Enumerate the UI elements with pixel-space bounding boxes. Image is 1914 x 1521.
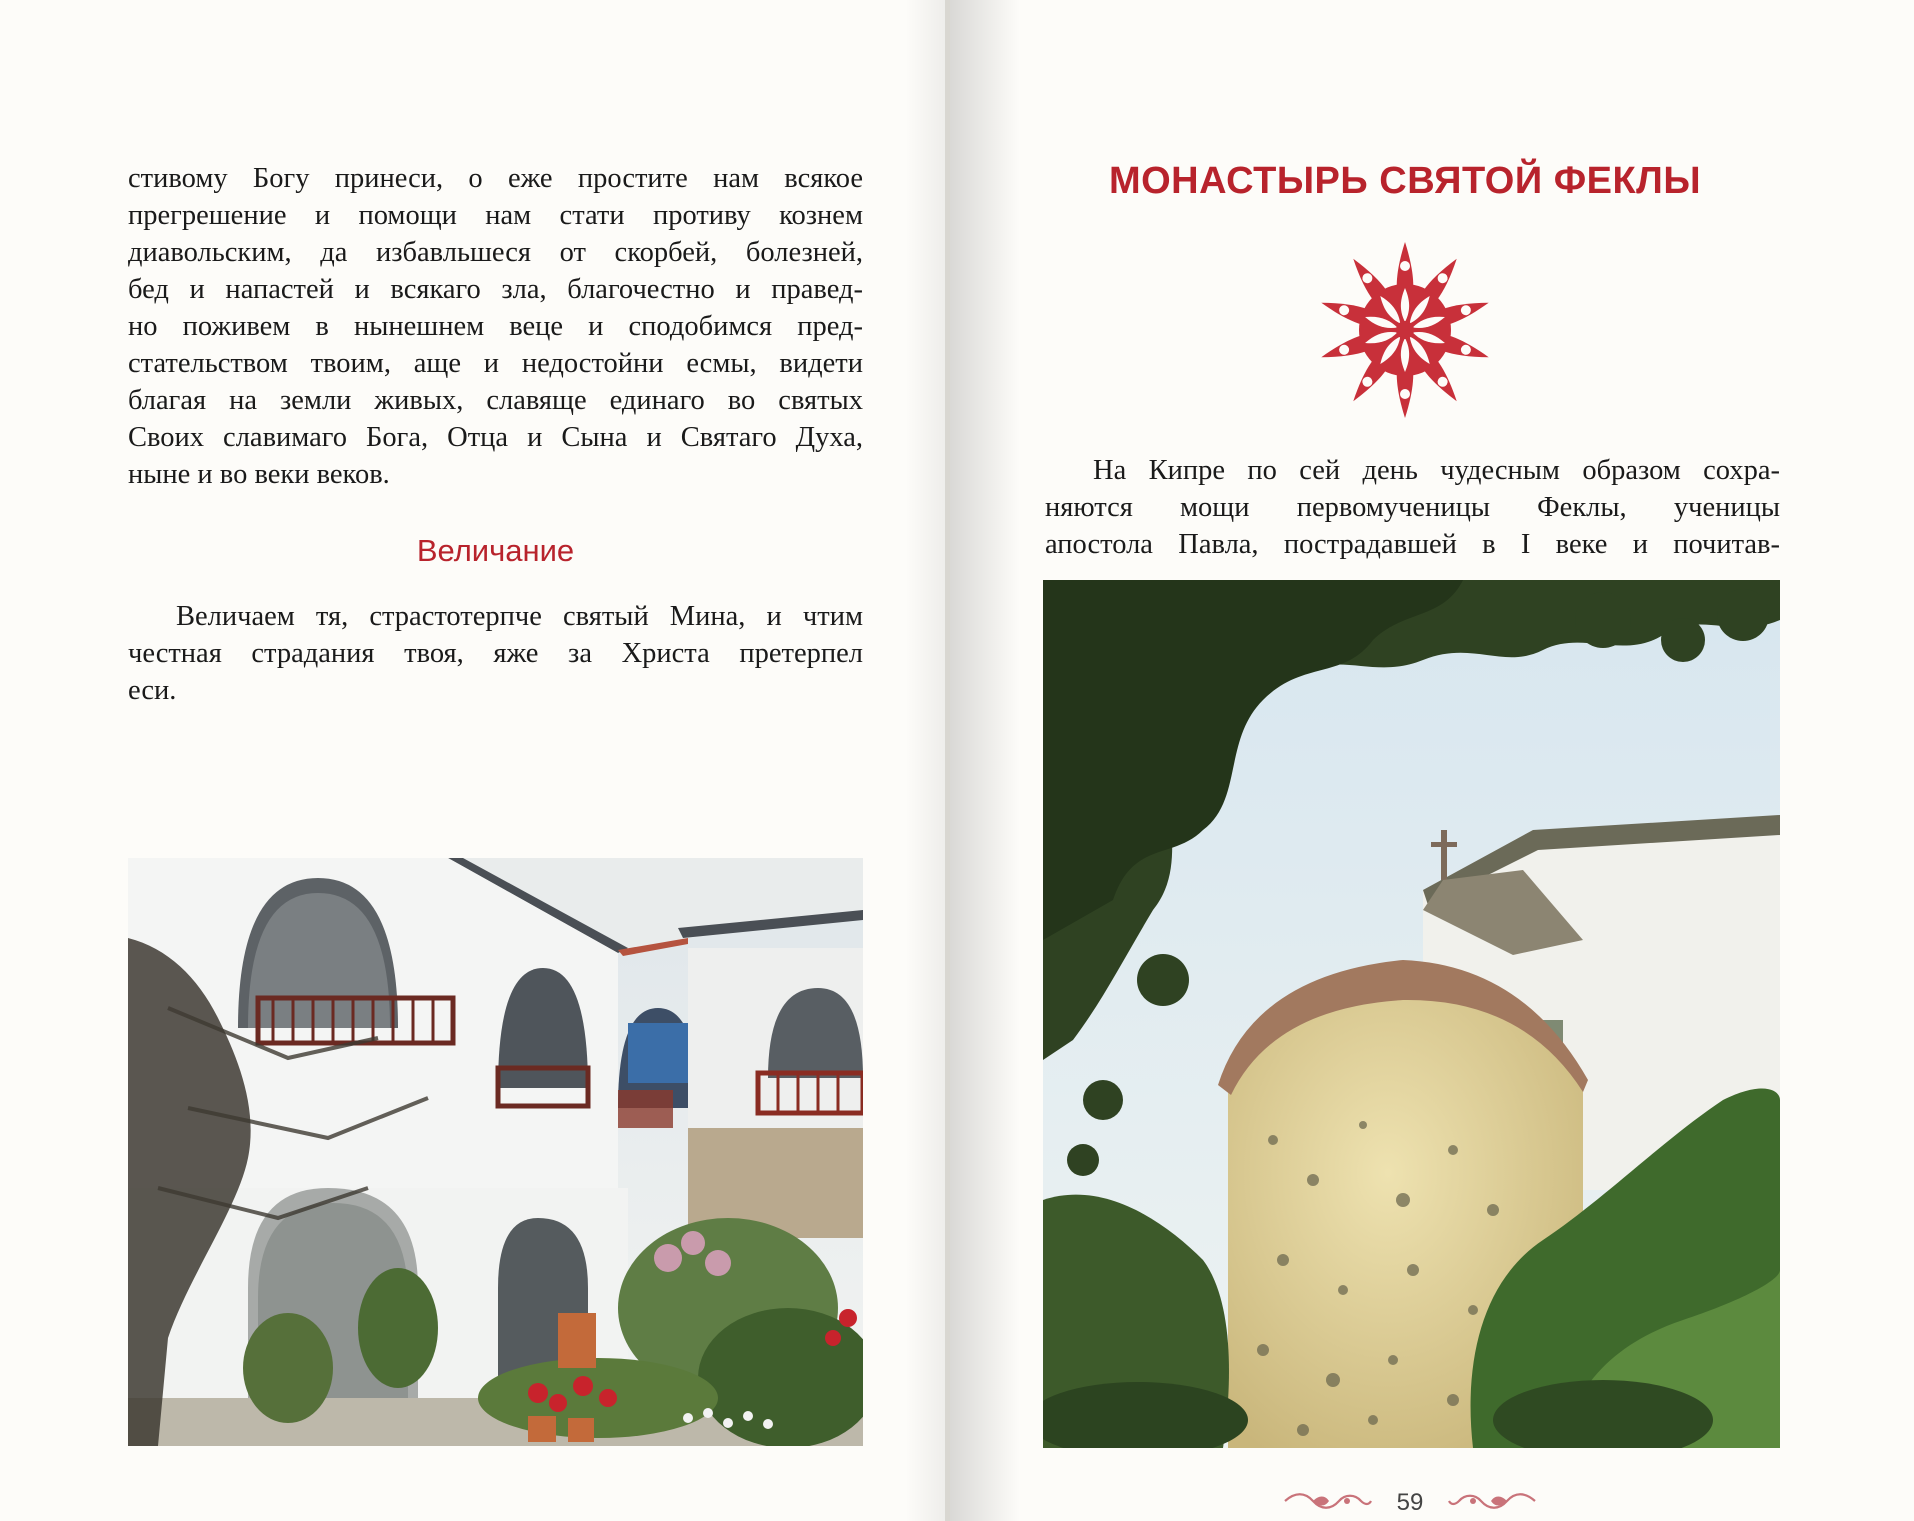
scroll-flourish-icon	[1447, 1490, 1537, 1517]
section-heading: Величание	[416, 533, 575, 568]
left-page	[0, 0, 945, 1521]
prayer-line: благая на земли живых, славяще единаго во святых	[128, 385, 863, 416]
intro-paragraph	[1045, 452, 1780, 563]
magnification-paragraph	[128, 598, 863, 709]
intro-line: На Кипре по сей день чудесным образом сохра-	[1093, 455, 1780, 486]
prayer-line: Своих славимаго Бога, Отца и Сына и Святаго Духа,	[128, 422, 863, 453]
prayer-line: прегрешение и помощи нам стати противу кознем	[128, 200, 863, 231]
chapter-title: МОНАСТЫРЬ СВЯТОЙ ФЕКЛЫ	[1108, 160, 1702, 202]
st-thekla-chapel-photo	[1043, 580, 1780, 1448]
gutter-shadow-left	[905, 0, 945, 1521]
gutter-shadow-right	[950, 0, 1020, 1521]
prayer-line: стательством твоим, аще и недостойни есмы, видети	[128, 348, 863, 379]
red-star-rosette-icon	[1315, 240, 1495, 420]
page-number: 59	[1396, 1489, 1424, 1516]
prayer-paragraph	[128, 160, 863, 493]
prayer-line: но поживем в нынешнем веце и сподобимся пред-	[128, 311, 863, 342]
prayer-line: ныне и во веки веков.	[128, 459, 390, 490]
intro-line: апостола Павла, пострадавшей в I веке и почитав-	[1045, 529, 1780, 560]
prayer-line: диавольским, да избавльшеся от скорбей, болезней,	[128, 237, 863, 268]
magnification-line: Величаем тя, страстотерпче святый Мина, и чтим	[176, 601, 863, 632]
intro-line: няются мощи первомученицы Феклы, ученицы	[1045, 492, 1780, 523]
scroll-flourish-icon	[1283, 1490, 1373, 1517]
monastery-courtyard-photo	[128, 858, 863, 1446]
page-footer	[1270, 1486, 1550, 1520]
magnification-line: честная страдания твоя, яже за Христа претерпел	[128, 638, 863, 669]
magnification-line: еси.	[128, 675, 177, 706]
prayer-line: бед и напастей и всякаго зла, благочестно и правед-	[128, 274, 863, 305]
prayer-line: стивому Богу принеси, о еже простите нам всякое	[128, 163, 863, 194]
